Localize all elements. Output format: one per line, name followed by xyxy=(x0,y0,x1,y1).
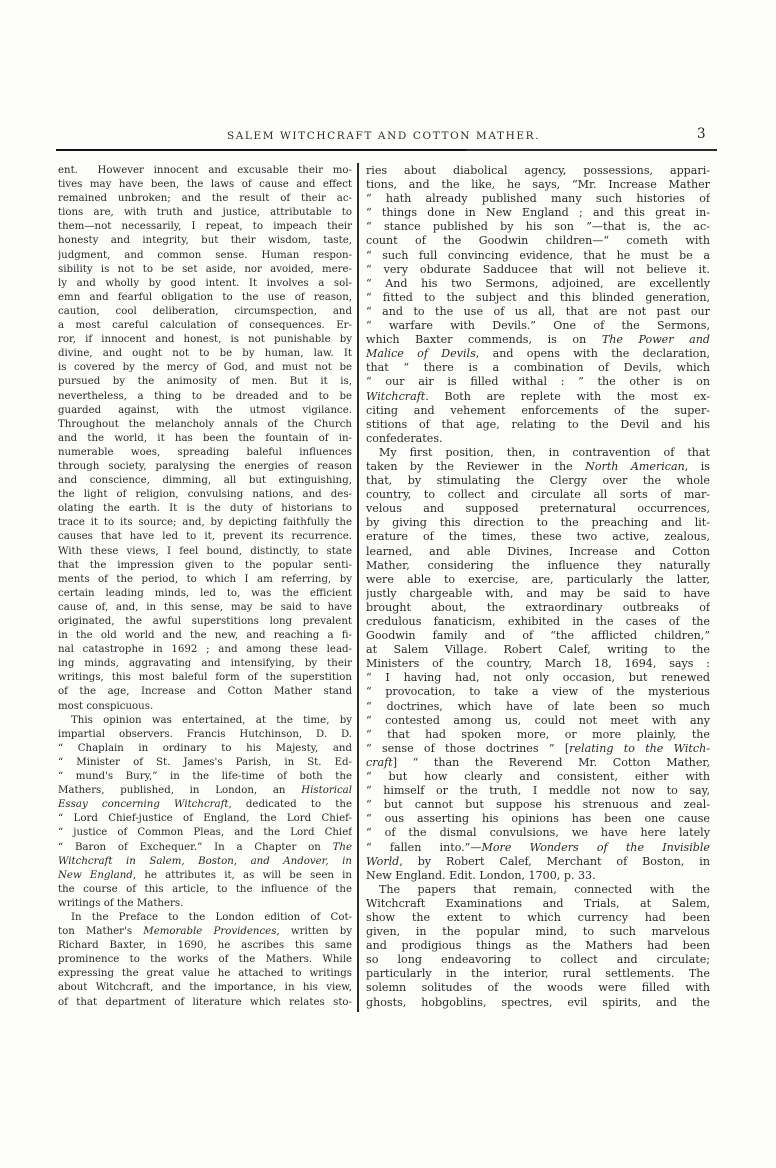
text-line: them—not necessarily, I repeat, to impeach their xyxy=(58,221,352,233)
text-line: country, to collect and circulate all sorts of mar- xyxy=(366,488,710,502)
text-line: sibility is not to be set aside, nor avoided, mere- xyxy=(58,263,352,275)
text-line: “ justice of Common Pleas, and the Lord Chief xyxy=(58,827,352,839)
text-line: ing minds, aggravating and intensifying, by their xyxy=(58,658,352,670)
text-line: “ mund's Bury,” in the life-time of both the xyxy=(58,771,352,783)
text-line: divine, and ought not to be by human, law. It xyxy=(58,348,352,360)
text-line: judgment, and common sense. Human respon- xyxy=(58,249,352,261)
text-line: “ but how clearly and consistent, either with xyxy=(366,770,710,784)
text-line: the course of this article, to the influence of the xyxy=(58,883,352,895)
text-line: Witchcraft in Salem, Boston, and Andover, in xyxy=(58,855,352,867)
text-line: at Salem Village. Robert Calef, writing to the xyxy=(366,643,710,657)
text-line: remained unbroken; and the result of their ac- xyxy=(58,193,352,205)
text-line: Mathers, published, in London, an Historical xyxy=(58,785,352,797)
text-line: nal catastrophe in 1692 ; and among these lead- xyxy=(58,644,352,656)
text-line: “ warfare with Devils.” One of the Sermons, xyxy=(366,319,710,333)
text-line: velous and supposed preternatural occurrences, xyxy=(366,502,710,516)
text-line: were able to exercise, are, particularly the latter, xyxy=(366,572,710,586)
text-line: nevertheless, a thing to be dreaded and to be xyxy=(58,390,352,402)
text-line: tions, and the like, he says, “Mr. Increase Mather xyxy=(366,178,710,192)
text-line: learned, and able Divines, Increase and Cotton xyxy=(366,544,710,558)
text-line: “ doctrines, which have of late been so much xyxy=(366,699,710,713)
text-line: “ sense of those doctrines ” [relating to the Witch- xyxy=(366,741,710,755)
text-line: “ very obdurate Sadducee that will not believe it. xyxy=(366,262,710,276)
text-line: New England. Edit. London, 1700, p. 33. xyxy=(366,868,596,882)
text-line: cause of, and, in this sense, may be said to have xyxy=(58,601,352,613)
text-line: Essay concerning Witchcraft, dedicated to the xyxy=(58,799,352,811)
text-line: originated, the awful superstitions long prevalent xyxy=(58,616,352,627)
text-line: “ I having had, not only occasion, but renewed xyxy=(366,671,710,685)
text-line: guarded against, with the utmost vigilance. xyxy=(58,404,352,416)
text-line: Goodwin family and of “the afflicted children,” xyxy=(366,629,710,643)
text-line: solemn solitudes of the woods were filled with xyxy=(366,981,710,995)
text-line: show the extent to which currency had been xyxy=(366,910,710,924)
text-line: certain leading minds, led to, was the efficient xyxy=(58,587,352,599)
text-line: that “ there is a combination of Devils, which xyxy=(366,361,710,375)
text-line: emn and fearful obligation to the use of reason, xyxy=(58,291,352,303)
text-line: “ Lord Chief-justice of England, the Lord Chief- xyxy=(58,813,352,825)
text-line: given, in the popular mind, to such marvelous xyxy=(366,925,710,939)
text-line: Ministers of the country, March 18, 1694, says : xyxy=(366,657,710,671)
text-column-right xyxy=(366,164,710,1010)
text-line: pursued by the animosity of men. But it is, xyxy=(58,376,352,388)
text-line: tions are, with truth and justice, attributable to xyxy=(58,207,352,219)
text-line: and the world, it has been the fountain of in- xyxy=(58,432,352,444)
text-line: honesty and integrity, but their wisdom, taste, xyxy=(58,235,352,247)
text-line: stitions of that age, relating to the Devil and his xyxy=(366,417,710,431)
text-line: tives may have been, the laws of cause and effect xyxy=(58,179,352,191)
text-line: particularly in the interior, rural settlements. The xyxy=(366,967,710,981)
text-line: confederates. xyxy=(366,431,443,445)
text-line: trace it to its source; and, by depicting faithfully the xyxy=(58,517,352,529)
text-line: is covered by the mercy of God, and must not be xyxy=(58,362,352,374)
text-line: Mather, considering the influence they naturally xyxy=(366,558,710,572)
text-line: Throughout the melancholy annals of the Church xyxy=(58,418,352,430)
text-line: the light of religion, convulsing nations, and des- xyxy=(58,489,352,501)
text-line: credulous fanaticism, exhibited in the cases of the xyxy=(366,615,710,628)
text-line: that, by stimulating the Clergy over the whole xyxy=(366,474,710,488)
text-line: “ himself or the truth, I meddle not now to say, xyxy=(366,784,710,798)
text-line: This opinion was entertained, at the time, by xyxy=(71,714,352,726)
text-line: “ our air is filled withal : ” the other is on xyxy=(366,375,710,389)
text-line: craft] “ than the Reverend Mr. Cotton Mather, xyxy=(366,755,710,769)
text-line: “ of the dismal convulsions, we have here lately xyxy=(366,826,710,840)
text-line: “ And his two Sermons, adjoined, are excellently xyxy=(366,276,710,290)
text-line: count of the Goodwin children—“ cometh with xyxy=(366,234,710,248)
text-line: of that department of literature which relates sto- xyxy=(58,996,352,1008)
text-line: ton Mather's Memorable Providences, written by xyxy=(58,926,352,938)
text-line: “ things done in New England ; and this great in- xyxy=(366,206,710,220)
text-line: “ Minister of St. James's Parish, in St. Ed- xyxy=(58,756,352,768)
text-line: “ fitted to the subject and this blinded generation, xyxy=(366,290,710,304)
text-line: In the Preface to the London edition of Cot- xyxy=(71,911,352,923)
column-divider xyxy=(357,163,359,1012)
text-line: “ and to the use of us all, that are not past our xyxy=(366,304,710,318)
text-line: With these views, I feel bound, distinctly, to state xyxy=(58,545,352,557)
text-line: of the age, Increase and Cotton Mather stand xyxy=(58,686,352,698)
text-line: that the impression given to the popular senti- xyxy=(58,559,352,571)
text-line: a most careful calculation of consequences. Er- xyxy=(58,320,352,332)
text-line: most conspicuous. xyxy=(58,700,154,712)
text-line: through society, paralysing the energies of reason xyxy=(58,460,352,472)
text-line: expressing the great value he attached to writings xyxy=(58,968,352,980)
text-column-left xyxy=(58,164,352,1010)
text-line: Witchcraft. Both are replete with the most ex- xyxy=(366,389,710,403)
text-line: ments of the period, to which I am referring, by xyxy=(58,573,352,585)
text-line: writings, this most baleful form of the superstition xyxy=(58,672,352,684)
text-line: impartial observers. Francis Hutchinson, D. D. xyxy=(58,728,352,740)
text-line: Malice of Devils, and opens with the declaration, xyxy=(366,347,710,361)
text-line: ries about diabolical agency, possessions, appari- xyxy=(366,164,710,177)
text-line: “ provocation, to take a view of the mysterious xyxy=(366,685,710,699)
text-line: and prodigious things as the Mathers had been xyxy=(366,939,710,953)
text-line: justly chargeable with, and may be said to have xyxy=(366,586,710,600)
text-line: which Baxter commends, is on The Power and xyxy=(366,333,710,347)
text-line: The papers that remain, connected with the xyxy=(379,882,710,896)
text-line: and conscience, dimming, all but extinguishing, xyxy=(58,475,352,487)
text-line: ror, if innocent and honest, is not punishable by xyxy=(58,334,352,346)
text-line: “ such full convincing evidence, that he must be a xyxy=(366,248,710,262)
text-line: taken by the Reviewer in the North American, is xyxy=(366,459,710,473)
text-line: numerable woes, spreading baleful influences xyxy=(58,446,352,458)
header-rule xyxy=(56,149,717,151)
text-line: “ ous asserting his opinions has been one cause xyxy=(366,812,710,826)
text-line: caution, cool deliberation, circumspection, and xyxy=(58,305,352,317)
text-line: “ stance published by his son ”—that is, the ac- xyxy=(366,220,710,234)
text-line: “ that had spoken more, or more plainly, the xyxy=(366,727,710,741)
text-line: writings of the Mathers. xyxy=(58,897,184,909)
text-line: by giving this direction to the preaching and lit- xyxy=(366,516,710,530)
text-line: “ Baron of Exchequer.” In a Chapter on The xyxy=(58,841,352,853)
text-line: citing and vehement enforcements of the super- xyxy=(366,403,710,417)
text-line: so long endeavoring to collect and circulate; xyxy=(366,953,710,967)
text-line: olating the earth. It is the duty of historians to xyxy=(58,503,352,515)
text-line: about Witchcraft, and the importance, in his view, xyxy=(58,982,352,994)
text-line: “ contested among us, could not meet with any xyxy=(366,713,710,727)
text-line: ent. However innocent and excusable their mo- xyxy=(58,165,352,176)
text-line: ly and wholly by good intent. It involves a sol- xyxy=(58,277,352,289)
text-line: “ but cannot but suppose his strenuous and zeal- xyxy=(366,798,710,812)
running-title: SALEM WITCHCRAFT AND COTTON MATHER. xyxy=(226,130,541,142)
page-number: 3 xyxy=(697,126,706,142)
text-line: New England, he attributes it, as will be seen in xyxy=(58,869,352,881)
text-line: causes that have led to it, prevent its recurrence. xyxy=(58,531,352,543)
text-line: “ hath already published many such histories of xyxy=(366,192,710,206)
text-line: erature of the times, these two active, zealous, xyxy=(366,530,710,544)
text-line: brought about, the extraordinary outbreaks of xyxy=(366,600,710,614)
text-line: “ Chaplain in ordinary to his Majesty, and xyxy=(58,742,352,754)
text-line: prominence to the works of the Mathers. While xyxy=(58,954,352,966)
text-line: in the old world and the new, and reaching a fi- xyxy=(58,630,352,642)
text-line: Richard Baxter, in 1690, he ascribes this same xyxy=(58,940,352,952)
text-line: World, by Robert Calef, Merchant of Boston, in xyxy=(366,854,710,868)
text-line: My first position, then, in contravention of that xyxy=(379,445,710,459)
text-line: Witchcraft Examinations and Trials, at Salem, xyxy=(366,896,710,910)
text-line: “ fallen into.”—More Wonders of the Invisible xyxy=(366,840,710,854)
text-line: ghosts, hobgoblins, spectres, evil spirits, and the xyxy=(366,995,710,1009)
